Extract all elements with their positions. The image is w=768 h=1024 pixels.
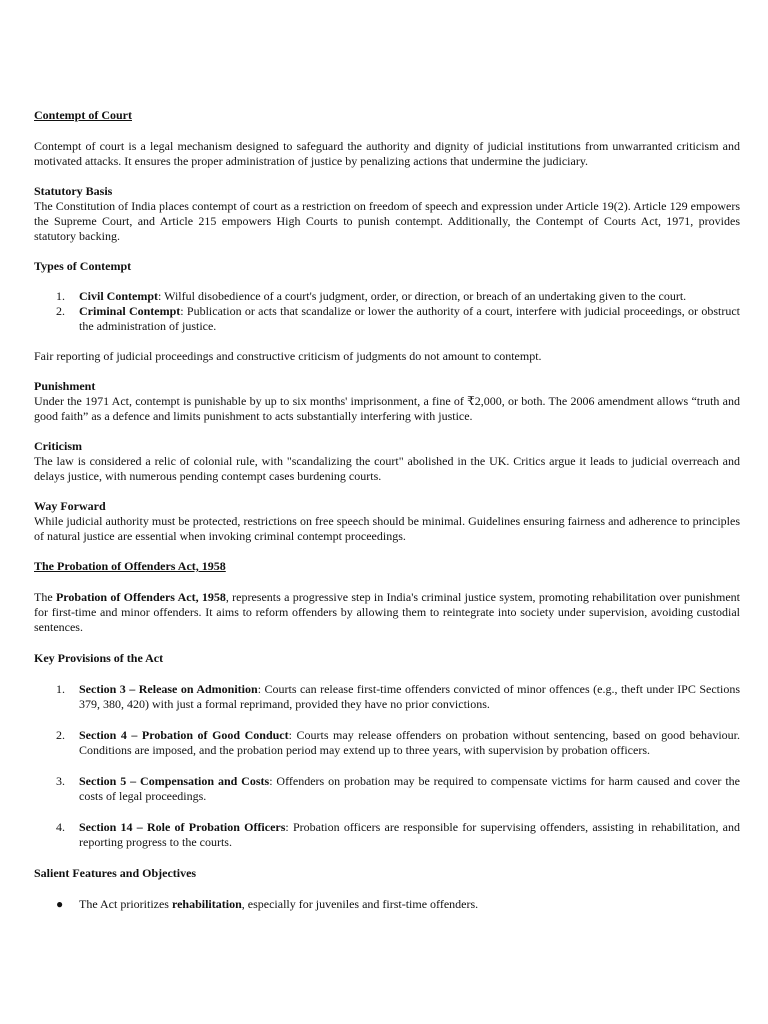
list-item: [34, 304, 740, 334]
section-title-contempt: Contempt of Court: [34, 108, 132, 122]
fair-reporting-text: Fair reporting of judicial proceedings and constructive criticism of judgments do not amount to contempt.: [34, 349, 542, 363]
list-number: 1.: [56, 682, 65, 696]
list-item: ● The Act prioritizes rehabilitation, especially for juveniles and first-time offenders.: [34, 897, 740, 912]
statutory-text: The Constitution of India places contempt of court as a restriction on freedom of speech and expression under Article 19(2). Article 129 empowers the Supreme Court, and Article 215 empowers High Courts to punish contempt. Additionally, the Contempt of Courts Act, 1971, provides statutory backing.: [34, 199, 740, 243]
way-forward-heading: Way Forward: [34, 499, 106, 513]
list-number: 1.: [56, 289, 65, 303]
list-number: 2.: [56, 728, 65, 742]
list-item: [34, 682, 740, 712]
features-list: [34, 897, 740, 912]
list-number: 2.: [56, 304, 65, 318]
punishment-heading: Punishment: [34, 379, 96, 393]
list-number: 4.: [56, 820, 65, 834]
bullet-icon: ●: [56, 897, 64, 911]
list-text: : Courts may release offenders on probation without sentencing, based on good behaviour. Conditions are imposed, and the probation period may extend up to three years, with supervision by probation officers.: [79, 728, 740, 757]
criticism-text: The law is considered a relic of colonial rule, with "scandalizing the court" abolished in the UK. Critics argue it leads to judicial overreach and delays justice, with numerous pending contempt cases burdening courts.: [34, 454, 740, 483]
criticism-heading: Criticism: [34, 439, 82, 453]
list-item: [34, 774, 740, 804]
list-term: Section 4 – Probation of Good Conduct: [79, 728, 289, 742]
provisions-list: [34, 682, 740, 850]
types-list: [34, 289, 740, 334]
list-item: [34, 820, 740, 850]
list-text: : Wilful disobedience of a court's judgment, order, or direction, or breach of an undertaking given to the court.: [158, 289, 687, 303]
list-term: Civil Contempt: [79, 289, 158, 303]
list-term: Section 3 – Release on Admonition: [79, 682, 258, 696]
contempt-intro: Contempt of court is a legal mechanism designed to safeguard the authority and dignity of judicial institutions from unwarranted criticism and motivated attacks. It ensures the proper administration of justice by penalizing actions that undermine the judiciary.: [34, 139, 740, 168]
punishment-text: Under the 1971 Act, contempt is punishable by up to six months' imprisonment, a fine of ₹2,000, or both. The 2006 amendment allows “truth and good faith” as a defence and limits punishment to acts substantially interfering with justice.: [34, 394, 740, 423]
list-text: : Offenders on probation may be required to compensate victims for harm caused and cover the costs of legal proceedings.: [79, 774, 740, 803]
provisions-heading: Key Provisions of the Act: [34, 651, 164, 665]
list-term: Criminal Contempt: [79, 304, 181, 318]
statutory-heading: Statutory Basis: [34, 184, 113, 198]
list-text: : Courts can release first-time offenders convicted of minor offences (e.g., theft under IPC Sections 379, 380, 420) with just a formal reprimand, provided they have no prior convictions.: [79, 682, 740, 711]
list-text: : Publication or acts that scandalize or lower the authority of a court, interfere with judicial proceedings, or obstruct the administration of justice.: [79, 304, 741, 333]
probation-intro: The Probation of Offenders Act, 1958, represents a progressive step in India's criminal justice system, promoting rehabilitation over punishment for first-time and minor offenders. It aims to reform offenders by allowing them to reintegrate into society under supervision, avoiding custodial sentences.: [34, 590, 741, 634]
list-text: : Probation officers are responsible for supervising offenders, assisting in rehabilitation, and reporting progress to the courts.: [79, 820, 741, 849]
features-heading: Salient Features and Objectives: [34, 866, 197, 880]
list-item: [34, 289, 740, 304]
way-forward-text: While judicial authority must be protected, restrictions on free speech should be minimal. Guidelines ensuring fairness and adherence to principles of natural justice are essential when invoking criminal contempt proceedings.: [34, 514, 740, 543]
list-term: Section 14 – Role of Probation Officers: [79, 820, 286, 834]
section-title-probation: The Probation of Offenders Act, 1958: [34, 559, 226, 573]
list-number: 3.: [56, 774, 65, 788]
types-heading: Types of Contempt: [34, 259, 132, 273]
list-item: [34, 728, 740, 758]
list-term: Section 5 – Compensation and Costs: [79, 774, 270, 788]
